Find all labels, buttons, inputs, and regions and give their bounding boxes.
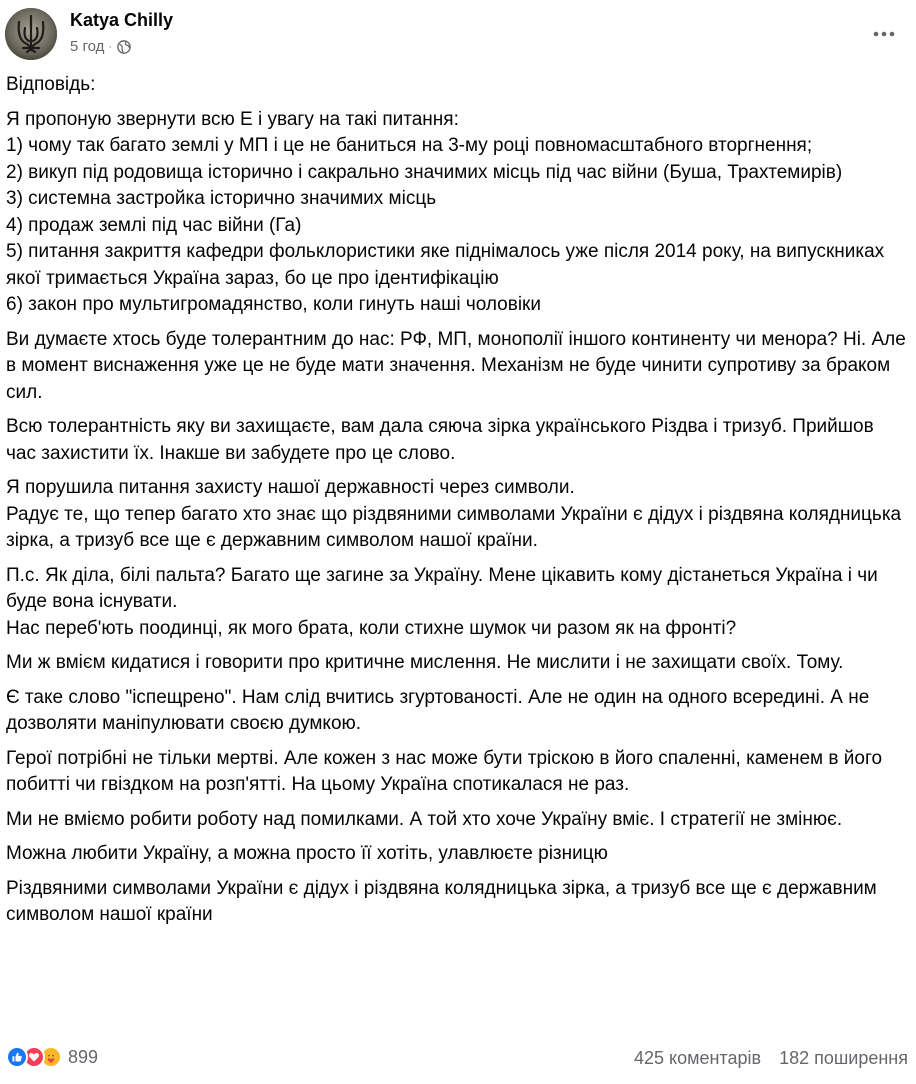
comments-count[interactable]: 425 коментарів bbox=[633, 1048, 762, 1068]
post-paragraph bbox=[6, 563, 906, 643]
post-text-line: 2) викуп під родовища історично і сакрально значимих місць під час війни (Буша, Трахтемирів) bbox=[6, 161, 843, 183]
post-paragraph bbox=[6, 650, 906, 677]
author-name[interactable]: Katya Chilly bbox=[70, 10, 174, 30]
post-footer bbox=[0, 1040, 916, 1080]
post-text-line: Я пропоную звернути всю Е і увагу на такі питання: bbox=[6, 108, 459, 130]
post-paragraph bbox=[6, 807, 906, 834]
avatar[interactable] bbox=[5, 8, 57, 60]
post-text-line: Можна любити Україну, а можна просто її хотіть, улавлюєте різницю bbox=[6, 843, 608, 864]
post-paragraph bbox=[6, 107, 906, 319]
post-text-line: 1) чому так багато землі у МП і це не баниться на 3-му році повномасштабного вторгнення; bbox=[6, 135, 813, 156]
post-paragraph bbox=[6, 841, 906, 868]
post-text-line: 4) продаж землі під час війни (Га) bbox=[6, 214, 302, 236]
post-text-line: Всю толерантність яку ви захищаєте, вам дала сяюча зірка українського Різдва і тризуб. Прийшов час захистити їх. Інакше ви забудете про це слово. bbox=[6, 416, 874, 464]
post-paragraph bbox=[6, 475, 906, 555]
post-text-line: Я порушила питання захисту нашої державності через символи. bbox=[6, 477, 575, 498]
reactions-summary[interactable] bbox=[6, 1046, 98, 1068]
post-text-line: П.с. Як діла, білі пальта? Багато ще загине за Україну. Мене цікавить кому дістанеться Україна і чи буде вона існувати. bbox=[6, 564, 878, 612]
like-icon bbox=[6, 1046, 28, 1068]
post-paragraph bbox=[6, 876, 906, 929]
post-text-line: Ви думаєте хтось буде толерантним до нас: РФ, МП, монополії іншого континенту чи менора? Ні. Але в момент виснаження уже це не буде мати значення. Механізм не буде чинити супротиву за браком сил. bbox=[6, 328, 906, 403]
post-text-line: Нас переб'ють поодинці, як мого брата, коли стихне шумок чи разом як на фронті? bbox=[6, 617, 737, 639]
post-paragraph bbox=[6, 414, 906, 467]
post-text-line: Герої потрібні не тільки мертві. Але кожен з нас може бути тріскою в його спаленні, каменем в його побитті чи гвіздком на розп'ятті. На цьому Україна спотикалася не раз. bbox=[6, 747, 883, 795]
post-text-line: Ми ж вмієм кидатися і говорити про критичне мислення. Не мислити і не захищати своїх. Тому. bbox=[6, 652, 844, 673]
post-meta bbox=[70, 38, 131, 55]
more-options-button[interactable] bbox=[868, 18, 900, 50]
post-text-line: Відповідь: bbox=[6, 74, 96, 95]
post-text-line: Різдвяними символами України є дідух і різдвяна колядницька зірка, а тризуб все ще є державним символом нашої країни bbox=[6, 877, 877, 925]
post-text-line: Є таке слово "іспещрено". Нам слід вчитись згуртованості. Але не один на одного всередині. А не дозволяти маніпулювати своєю думкою. bbox=[6, 686, 870, 734]
post-text-line: 6) закон про мультигромадянство, коли гинуть наші чоловіки bbox=[6, 294, 541, 315]
post-paragraph bbox=[6, 72, 906, 99]
post-text-line: Радує те, що тепер багато хто знає що різдвяними символами України є дідух і різдвяна колядницька зірка, а тризуб все ще є державним символом нашої країни. bbox=[6, 503, 902, 551]
post-paragraph bbox=[6, 327, 906, 407]
engagement-counts bbox=[634, 1048, 908, 1069]
post-paragraph bbox=[6, 685, 906, 738]
post-text-line: 3) системна застройка історично значимих місць bbox=[6, 188, 437, 209]
post-text-line: 5) питання закриття кафедри фольклористики яке піднімалось уже після 2014 року, на випускниках якої тримається Україна зараз, бо це про ідентифікацію bbox=[6, 241, 885, 289]
post-text-line: Ми не вміємо робити роботу над помилками. А той хто хоче Україну вміє. І стратегії не змінює. bbox=[6, 808, 843, 830]
more-options-icon bbox=[873, 31, 895, 37]
post-timestamp[interactable]: 5 год bbox=[70, 38, 105, 55]
meta-separator: · bbox=[108, 40, 113, 53]
globe-icon bbox=[117, 40, 131, 54]
post-header bbox=[0, 0, 916, 66]
trident-avatar-icon bbox=[5, 8, 57, 60]
reaction-count: 899 bbox=[68, 1046, 99, 1067]
post-body bbox=[6, 72, 906, 937]
post-paragraph bbox=[6, 746, 906, 799]
shares-count[interactable]: 182 поширення bbox=[779, 1048, 908, 1068]
